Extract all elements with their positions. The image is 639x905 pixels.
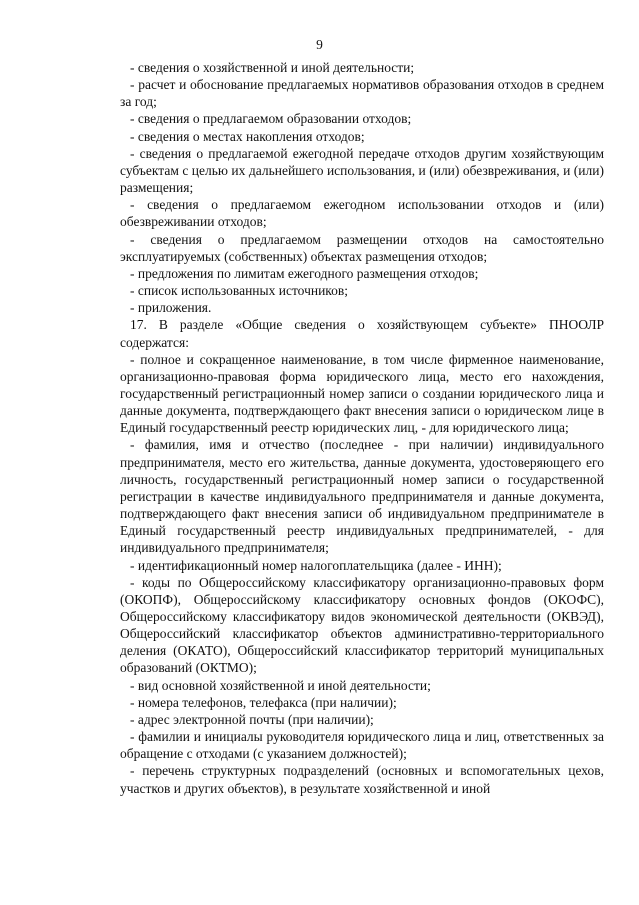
paragraph: - номера телефонов, телефакса (при наличии);	[130, 694, 397, 710]
paragraph: - коды по Общероссийскому классификатору организационно-правовых форм (ОКОПФ), Общероссийскому классификатору основных фондов (ОКОФС), Общероссийскому классификатору видов экономической деятельности (ОКВЭД), Общероссийский классификатор объектов административно-территориального деления (ОКАТО), Общероссийский классификатор территорий муниципальных образований (ОКТМО);	[120, 574, 604, 676]
section-heading-paragraph: 17. В разделе «Общие сведения о хозяйствующем субъекте» ПНООЛР содержатся:	[120, 317, 604, 350]
paragraph: - полное и сокращенное наименование, в том числе фирменное наименование, организационно-правовая форма юридического лица, место его нахождения, государственный регистрационный номер записи о создании юридического лица и данные документа, подтверждающего факт внесения записи о юридическом лице в Единый государственный реестр юридических лиц, - для юридического лица;	[120, 351, 604, 436]
paragraph: - расчет и обоснование предлагаемых нормативов образования отходов в среднем за год;	[120, 77, 604, 110]
paragraph: - сведения о предлагаемом ежегодном использовании отходов и (или) обезвреживании отходов;	[120, 197, 604, 230]
paragraph: - сведения о предлагаемом размещении отходов на самостоятельно эксплуатируемых (собственных) объектах размещения отходов;	[120, 231, 604, 264]
paragraph: - адрес электронной почты (при наличии);	[130, 711, 374, 727]
paragraph: - фамилия, имя и отчество (последнее - при наличии) индивидуального предпринимателя, место его жительства, данные документа, удостоверяющего его личность, государственный регистрационный номер записи о государственной регистрации в качестве индивидуального предпринимателя и данные документа, подтверждающего факт внесения записи об индивидуальном предпринимателе в Единый государственный реестр индивидуальных предпринимателей, - для индивидуального предпринимателя;	[120, 437, 604, 556]
paragraph: - сведения о предлагаемом образовании отходов;	[130, 111, 412, 127]
paragraph: - сведения о хозяйственной и иной деятельности;	[130, 60, 415, 75]
paragraph: - сведения о предлагаемой ежегодной передаче отходов другим хозяйствующим субъектам с целью их дальнейшего использования, и (или) обезвреживания, и (или) размещения;	[120, 145, 604, 196]
paragraph: - список использованных источников;	[130, 283, 349, 299]
body-text	[120, 59, 604, 797]
paragraph: - вид основной хозяйственной и иной деятельности;	[130, 677, 431, 693]
page-number: 9	[316, 37, 323, 52]
paragraph: - приложения.	[130, 300, 212, 316]
paragraph: - сведения о местах накопления отходов;	[130, 128, 365, 144]
paragraph: - предложения по лимитам ежегодного размещения отходов;	[130, 265, 479, 281]
paragraph: - фамилии и инициалы руководителя юридического лица и лиц, ответственных за обращение с отходами (с указанием должностей);	[120, 729, 604, 762]
paragraph: - перечень структурных подразделений (основных и вспомогательных цехов, участков и других объектов), в результате хозяйственной и иной	[120, 763, 604, 796]
paragraph: - идентификационный номер налогоплательщика (далее - ИНН);	[130, 557, 502, 573]
